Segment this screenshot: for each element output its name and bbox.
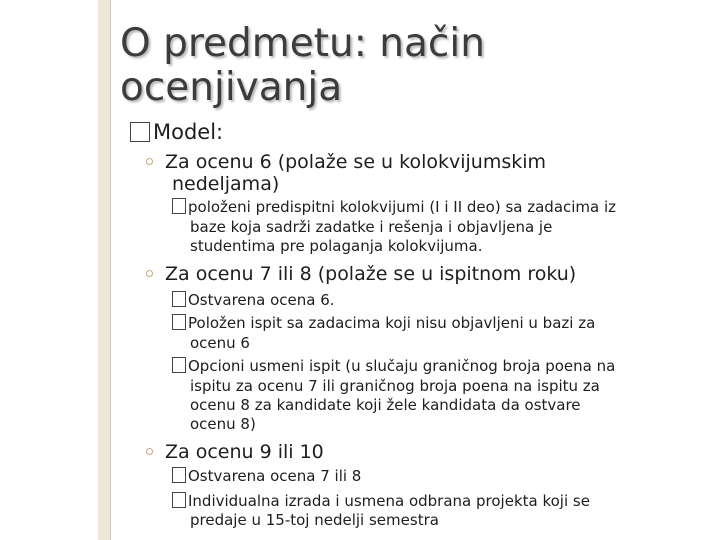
list-item-continuation: baze koja sadrži zadatke i rešenja i objavljena je <box>190 218 553 236</box>
missing-glyph-bullet-icon <box>172 198 186 214</box>
missing-glyph-bullet-icon <box>172 467 186 483</box>
section-heading: Za ocenu 9 ili 10 <box>146 441 324 463</box>
model-label: Model: <box>153 120 224 144</box>
missing-glyph-bullet-icon <box>172 291 186 307</box>
missing-glyph-bullet-icon <box>172 492 186 508</box>
list-item: položeni predispitni kolokvijumi (I i II deo) sa zadacima iz <box>172 198 616 216</box>
title-line-1: O predmetu: način <box>120 21 485 66</box>
list-item-continuation: ocenu 8) <box>190 415 256 433</box>
list-item-continuation: ocenu 8 za kandidate koji žele kandidata da ostvare <box>190 396 581 414</box>
list-item: Ostvarena ocena 6. <box>172 291 335 309</box>
missing-glyph-bullet-icon <box>172 357 186 373</box>
section-heading-continuation: nedeljama) <box>172 173 280 195</box>
missing-glyph-bullet-icon <box>130 122 150 142</box>
list-item-continuation: ispitu za ocenu 7 ili graničnog broja poena na ispitu za <box>190 377 600 395</box>
model-item <box>130 120 223 144</box>
section-heading: Za ocenu 7 ili 8 (polaže se u ispitnom roku) <box>146 263 576 285</box>
title-line-2: ocenjivanja <box>120 65 343 110</box>
list-item-continuation: predaje u 15-toj nedelji semestra <box>190 511 439 529</box>
ring-bullet-icon <box>146 448 153 455</box>
list-item: Ostvarena ocena 7 ili 8 <box>172 467 361 485</box>
list-item-continuation: studentima pre polaganja kolokvijuma. <box>190 237 483 255</box>
section-heading: Za ocenu 6 (polaže se u kolokvijumskim <box>146 151 546 173</box>
list-item: Položen ispit sa zadacima koji nisu objavljeni u bazi za <box>172 314 595 332</box>
list-item-continuation: ocenu 6 <box>190 334 250 352</box>
missing-glyph-bullet-icon <box>172 314 186 330</box>
list-item: Individualna izrada i usmena odbrana projekta koji se <box>172 492 590 510</box>
ring-bullet-icon <box>146 270 153 277</box>
ring-bullet-icon <box>146 158 153 165</box>
list-item: Opcioni usmeni ispit (u slučaju graničnog broja poena na <box>172 357 615 375</box>
